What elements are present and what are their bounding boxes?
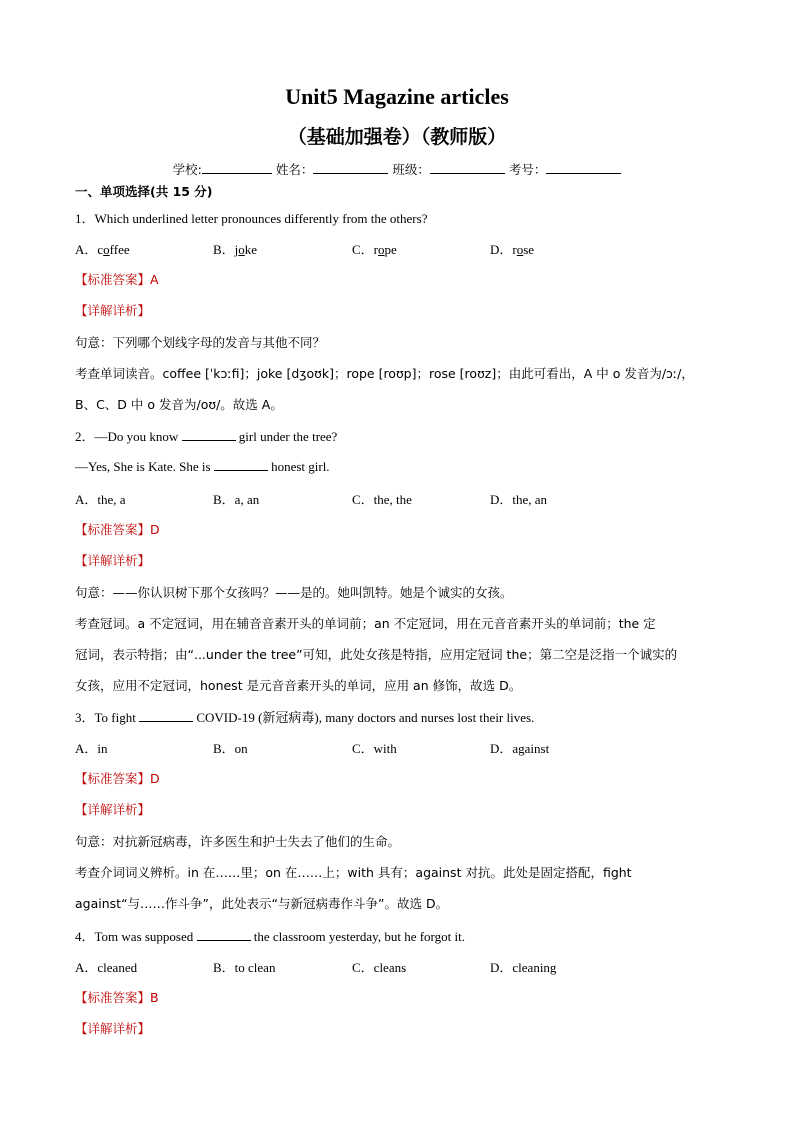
page-subtitle: （基础加强卷）（教师版） xyxy=(287,126,507,148)
analysis-heading-2: 【详解详析】 xyxy=(75,553,151,568)
option-b: B．on xyxy=(213,741,248,756)
number-label: 考号： xyxy=(508,162,547,177)
option-a: A．coffee xyxy=(75,242,130,257)
analysis-2-line-1: 句意：——你认识树下那个女孩吗？——是的。她叫凯特。她是个诚实的女孩。 xyxy=(75,585,513,600)
option-c: C．the, the xyxy=(352,492,412,507)
page-title: Unit5 Magazine articles xyxy=(285,84,509,109)
option-b: B．a, an xyxy=(213,492,260,507)
option-b: B．to clean xyxy=(213,960,276,975)
analysis-heading-3: 【详解详析】 xyxy=(75,802,151,817)
question-1-stem: 1．Which underlined letter pronounces differently from the others? xyxy=(75,211,428,226)
option-d: D．the, an xyxy=(490,492,548,507)
school-label: 学校: xyxy=(172,162,202,177)
analysis-2-line-2: 考查冠词。a 不定冠词，用在辅音音素开头的单词前；an 不定冠词，用在元音音素开头的单词前；the 定 xyxy=(75,616,656,631)
section-heading: 一、单项选择(共 15 分) xyxy=(75,184,213,199)
analysis-3-line-2: 考查介词词义辨析。in 在……里；on 在……上；with 具有；against 对抗。此处是固定搭配，fight xyxy=(75,865,632,880)
class-blank xyxy=(430,161,505,174)
analysis-heading-4: 【详解详析】 xyxy=(75,1021,151,1036)
option-c: C．cleans xyxy=(352,960,407,975)
answer-1: 【标准答案】A xyxy=(75,272,159,287)
analysis-2-line-3: 冠词，表示特指；由“...under the tree”可知，此处女孩是特指，应用定冠词 the；第二空是泛指一个诚实的 xyxy=(75,647,678,662)
option-c: C．rope xyxy=(352,242,397,257)
name-blank xyxy=(313,161,388,174)
answer-blank xyxy=(139,709,193,722)
option-d: D．rose xyxy=(490,242,535,257)
option-a: A．cleaned xyxy=(75,960,138,975)
number-blank xyxy=(546,161,621,174)
question-2-stem: 2．—Do you know girl under the tree? xyxy=(75,429,338,444)
answer-2: 【标准答案】D xyxy=(75,522,160,537)
option-b: B．joke xyxy=(213,242,258,257)
answer-blank xyxy=(214,458,268,471)
option-a: A．the, a xyxy=(75,492,126,507)
answer-4: 【标准答案】B xyxy=(75,990,159,1005)
analysis-3-line-3: against“与……作斗争”，此处表示“与新冠病毒作斗争”。故选 D。 xyxy=(75,896,449,911)
option-c: C．with xyxy=(352,741,397,756)
analysis-3-line-1: 句意：对抗新冠病毒，许多医生和护士失去了他们的生命。 xyxy=(75,834,401,849)
answer-blank xyxy=(182,428,236,441)
analysis-1-line-3: B、C、D 中 o 发音为/oʊ/。故选 A。 xyxy=(75,397,283,412)
question-4-stem: 4．Tom was supposed the classroom yesterday, but he forgot it. xyxy=(75,929,465,944)
analysis-2-line-4: 女孩，应用不定冠词，honest 是元音音素开头的单词，应用 an 修饰，故选 D。 xyxy=(75,678,522,693)
answer-3: 【标准答案】D xyxy=(75,771,160,786)
analysis-heading-1: 【详解详析】 xyxy=(75,303,151,318)
class-label: 班级： xyxy=(392,162,430,177)
analysis-1-line-2: 考查单词读音。coffee [ˈkɔːfi]；joke [dʒoʊk]；rope [roʊp]；rose [roʊz]；由此可看出，A 中 o 发音为/ɔː/， xyxy=(75,366,694,381)
option-d: D．against xyxy=(490,741,550,756)
question-2-stem-line-2: —Yes, She is Kate. She is honest girl. xyxy=(75,459,330,474)
option-a: A．in xyxy=(75,741,108,756)
name-label: 姓名： xyxy=(275,162,314,177)
student-info-line xyxy=(0,160,794,178)
school-blank xyxy=(202,161,272,174)
answer-blank xyxy=(197,928,251,941)
analysis-1-line-1: 句意：下列哪个划线字母的发音与其他不同？ xyxy=(75,335,326,350)
option-d: D．cleaning xyxy=(490,960,557,975)
question-3-stem: 3．To fight COVID-19 (新冠病毒), many doctors and nurses lost their lives. xyxy=(75,710,535,725)
